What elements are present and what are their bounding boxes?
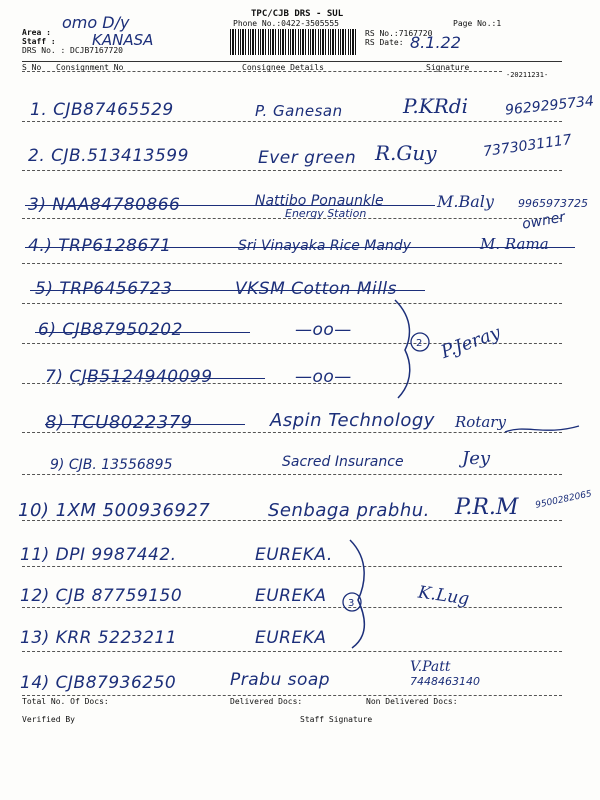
entry-8-consignment: 8) TCU8022379 xyxy=(45,412,193,433)
verified-by: Verified By xyxy=(22,715,75,724)
row-rule xyxy=(22,607,562,608)
entry-9-consignment: 9) CJB. 13556895 xyxy=(50,457,173,473)
row-rule xyxy=(22,651,562,652)
col-sno: S No xyxy=(22,63,42,72)
entry-6-consignee: —oo— xyxy=(295,320,352,340)
entry-6-consignment: 6) CJB87950202 xyxy=(38,320,183,340)
entry-10-consignment: 10) 1XM 500936927 xyxy=(18,500,211,521)
staff-signature-label: Staff Signature xyxy=(300,715,373,724)
row-rule xyxy=(22,121,562,122)
strike-line xyxy=(30,290,425,291)
col-consignment: Consignment No xyxy=(56,63,124,72)
entry-5-consignment: 5) TRP6456723 xyxy=(35,279,173,299)
entry-2-consignment: 2. CJB.513413599 xyxy=(28,146,189,166)
entry-7-consignee: —oo— xyxy=(295,367,352,387)
non-delivered-docs: Non Delivered Docs: xyxy=(366,697,458,706)
entry-12-consignee: EUREKA xyxy=(255,586,327,606)
entry-7-consignment: 7) CJB5124940099 xyxy=(45,367,213,387)
entry-4-consignee: Sri Vinayaka Rice Mandy xyxy=(238,238,411,254)
entry-3-consignee: Nattibo Ponaunkle xyxy=(255,193,384,209)
entry-4-consignment: 4.) TRP6128671 xyxy=(28,236,172,256)
entry-14-consignee: Prabu soap xyxy=(230,670,331,690)
rs-date-label: RS Date: xyxy=(365,38,404,47)
entry-9-consignee: Sacred Insurance xyxy=(282,454,404,470)
entry-2-note: 7373031117 xyxy=(482,131,573,161)
entry-3-consignee-line2: Energy Station xyxy=(285,207,367,220)
entry-1-consignee: P. Ganesan xyxy=(255,102,343,120)
entry-11-consignee: EUREKA. xyxy=(255,545,333,565)
entry-8-consignee: Aspin Technology xyxy=(270,410,435,431)
page-number: Page No.:1 xyxy=(453,19,502,28)
entry-11-consignment: 11) DPI 9987442. xyxy=(20,545,177,565)
row-rule xyxy=(22,170,562,171)
entry-3-consignment: 3) NAA84780866 xyxy=(28,195,181,215)
col-consignee: Consignee Details xyxy=(242,63,324,72)
header-rule-bottom xyxy=(22,71,502,72)
strike-line xyxy=(25,205,435,206)
entry-4-signature: M. Rama xyxy=(480,235,549,253)
entry-12-signature: K.Lug xyxy=(416,582,471,610)
svg-text:2: 2 xyxy=(416,338,423,349)
entry-14-note: 7448463140 xyxy=(410,675,480,688)
entry-2-consignee: Ever green xyxy=(258,148,357,168)
entry-2-signature: R.Guy xyxy=(375,141,437,165)
entry-6-signature: P.Jeray xyxy=(438,322,504,363)
strike-line xyxy=(85,378,265,379)
svg-text:3: 3 xyxy=(348,598,355,609)
rs-date-handwritten: 8.1.22 xyxy=(410,33,461,52)
entry-12-consignment: 12) CJB 87759150 xyxy=(20,586,183,606)
scribble-mark xyxy=(505,420,580,440)
col-signature: Signature xyxy=(426,63,470,72)
phone-number: Phone No.:0422-3505555 xyxy=(233,19,339,28)
print-stamp: -20211231- xyxy=(506,71,549,79)
barcode xyxy=(230,29,358,55)
row-rule xyxy=(22,474,562,475)
strike-line xyxy=(25,247,575,248)
entry-3-signature: M.Baly xyxy=(437,192,494,211)
entry-13-consignment: 13) KRR 5223211 xyxy=(20,628,178,648)
total-docs: Total No. Of Docs: xyxy=(22,697,109,706)
document-title: TPC/CJB DRS - SUL xyxy=(251,9,344,19)
row-rule xyxy=(22,263,562,264)
entry-14-signature: V.Patt xyxy=(410,659,451,675)
entry-10-signature: P.R.M xyxy=(455,495,519,520)
strike-line xyxy=(35,332,250,333)
bracket-mark xyxy=(390,300,450,400)
entry-13-consignee: EUREKA xyxy=(255,628,327,648)
delivered-docs: Delivered Docs: xyxy=(230,697,303,706)
entry-1-note: 9629295734 xyxy=(504,93,595,119)
entry-9-signature: Jey xyxy=(462,448,491,469)
rs-number: RS No.:7167720 xyxy=(365,29,433,38)
area-handwritten: omo D/y xyxy=(62,13,130,32)
drs-no-label: DRS No. : xyxy=(22,46,66,55)
row-rule xyxy=(22,303,562,304)
entry-14-consignment: 14) CJB87936250 xyxy=(20,673,177,693)
header-rule-top xyxy=(22,61,562,62)
entry-3-note: 9965973725 xyxy=(518,197,588,210)
bracket-mark-2 xyxy=(330,540,390,650)
owner-note: owner xyxy=(520,209,567,233)
entry-1-signature: P.KRdi xyxy=(403,94,468,118)
strike-line xyxy=(45,424,245,425)
staff-handwritten: KANASA xyxy=(92,31,154,49)
entry-10-note: 9500282065 xyxy=(534,489,593,511)
drs-no-value: DCJB7167720 xyxy=(70,46,123,55)
row-rule xyxy=(22,566,562,567)
row-rule xyxy=(22,695,562,696)
staff-label: Staff : xyxy=(22,37,56,46)
area-label: Area : xyxy=(22,28,51,37)
entry-10-consignee: Senbaga prabhu. xyxy=(268,500,430,521)
entry-1-consignment: 1. CJB87465529 xyxy=(30,100,174,120)
entry-8-signature: Rotary xyxy=(455,413,506,431)
entry-5-consignee: VKSM Cotton Mills xyxy=(235,279,398,299)
